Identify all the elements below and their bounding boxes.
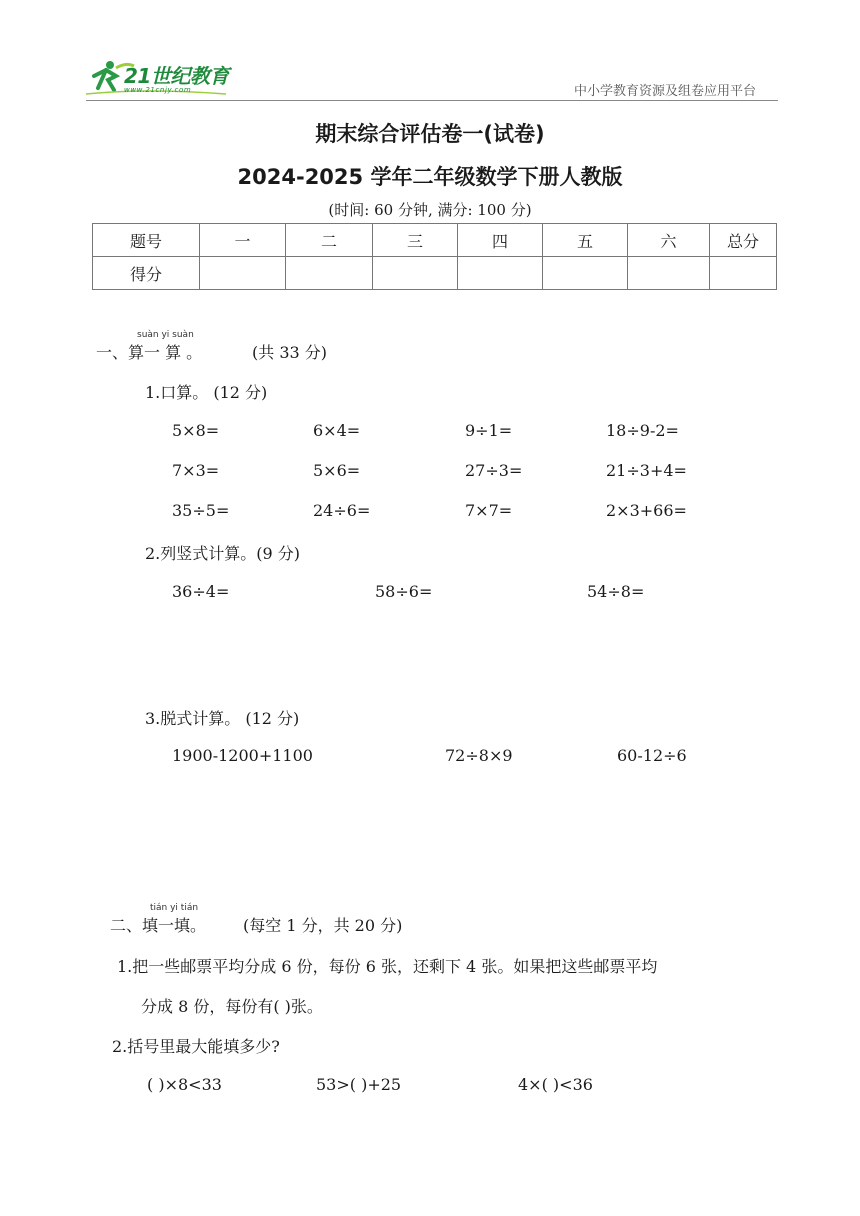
score-input-cell[interactable]	[286, 257, 373, 290]
fill-q2-item: 53>( )+25	[316, 1075, 402, 1094]
section1-heading: 一、算一 算 。	[96, 343, 203, 362]
stepwise-calc-item: 60-12÷6	[617, 746, 687, 765]
table-cell: 三	[373, 224, 458, 257]
section2-pinyin: tián yi tián	[150, 903, 199, 913]
fill-q1-line1: 1.把一些邮票平均分成 6 份，每份 6 张，还剩下 4 张。如果把这些邮票平均	[117, 957, 658, 976]
oral-item: 27÷3=	[465, 461, 523, 480]
section1-pinyin: suàn yi suàn	[137, 330, 194, 340]
oral-item: 7×3=	[172, 461, 220, 480]
table-cell: 题号	[93, 224, 200, 257]
stepwise-calc-item: 1900-1200+1100	[172, 746, 313, 765]
page-title: 期末综合评估卷一(试卷)	[315, 122, 545, 146]
table-row	[93, 224, 777, 257]
logo-url: www.21cnjy.com	[124, 86, 192, 94]
score-input-cell[interactable]	[543, 257, 628, 290]
score-input-cell[interactable]	[458, 257, 543, 290]
oral-item: 7×7=	[465, 501, 513, 520]
exam-info: (时间: 60 分钟, 满分: 100 分)	[328, 201, 532, 219]
table-cell: 得分	[93, 257, 200, 290]
q1-title: 1.口算。 (12 分)	[145, 383, 268, 402]
table-cell: 总分	[710, 224, 777, 257]
table-cell: 一	[200, 224, 286, 257]
oral-item: 6×4=	[313, 421, 361, 440]
oral-item: 18÷9-2=	[606, 421, 679, 440]
oral-item: 5×6=	[313, 461, 361, 480]
oral-item: 5×8=	[172, 421, 220, 440]
fill-q2-item: 4×( )<36	[518, 1075, 593, 1094]
q2-title: 2.列竖式计算。(9 分)	[145, 544, 301, 563]
page-subtitle: 2024-2025 学年二年级数学下册人教版	[237, 165, 623, 189]
fill-q2-title: 2.括号里最大能填多少?	[112, 1037, 280, 1056]
table-cell: 六	[628, 224, 710, 257]
oral-item: 24÷6=	[313, 501, 371, 520]
oral-item: 35÷5=	[172, 501, 230, 520]
section2-heading: 二、填一填。	[110, 916, 207, 935]
vertical-calc-item: 54÷8=	[587, 582, 645, 601]
oral-item: 21÷3+4=	[606, 461, 687, 480]
table-cell: 四	[458, 224, 543, 257]
vertical-calc-item: 36÷4=	[172, 582, 230, 601]
logo-text: 21世纪教育	[124, 64, 229, 88]
oral-item: 9÷1=	[465, 421, 513, 440]
platform-label: 中小学教育资源及组卷应用平台	[574, 84, 757, 99]
q3-title: 3.脱式计算。 (12 分)	[145, 709, 300, 728]
vertical-calc-item: 58÷6=	[375, 582, 433, 601]
score-input-cell[interactable]	[710, 257, 777, 290]
table-cell: 二	[286, 224, 373, 257]
section1-points: (共 33 分)	[252, 343, 328, 362]
section2-points: (每空 1 分，共 20 分)	[243, 916, 403, 935]
table-row	[93, 257, 777, 290]
score-table	[92, 223, 777, 290]
score-input-cell[interactable]	[628, 257, 710, 290]
table-cell: 五	[543, 224, 628, 257]
stepwise-calc-item: 72÷8×9	[445, 746, 513, 765]
oral-item: 2×3+66=	[606, 501, 687, 520]
fill-q2-item: ( )×8<33	[147, 1075, 222, 1094]
score-input-cell[interactable]	[373, 257, 458, 290]
score-input-cell[interactable]	[200, 257, 286, 290]
header-divider	[86, 100, 778, 101]
fill-q1-line2: 分成 8 份，每份有( )张。	[141, 997, 323, 1016]
